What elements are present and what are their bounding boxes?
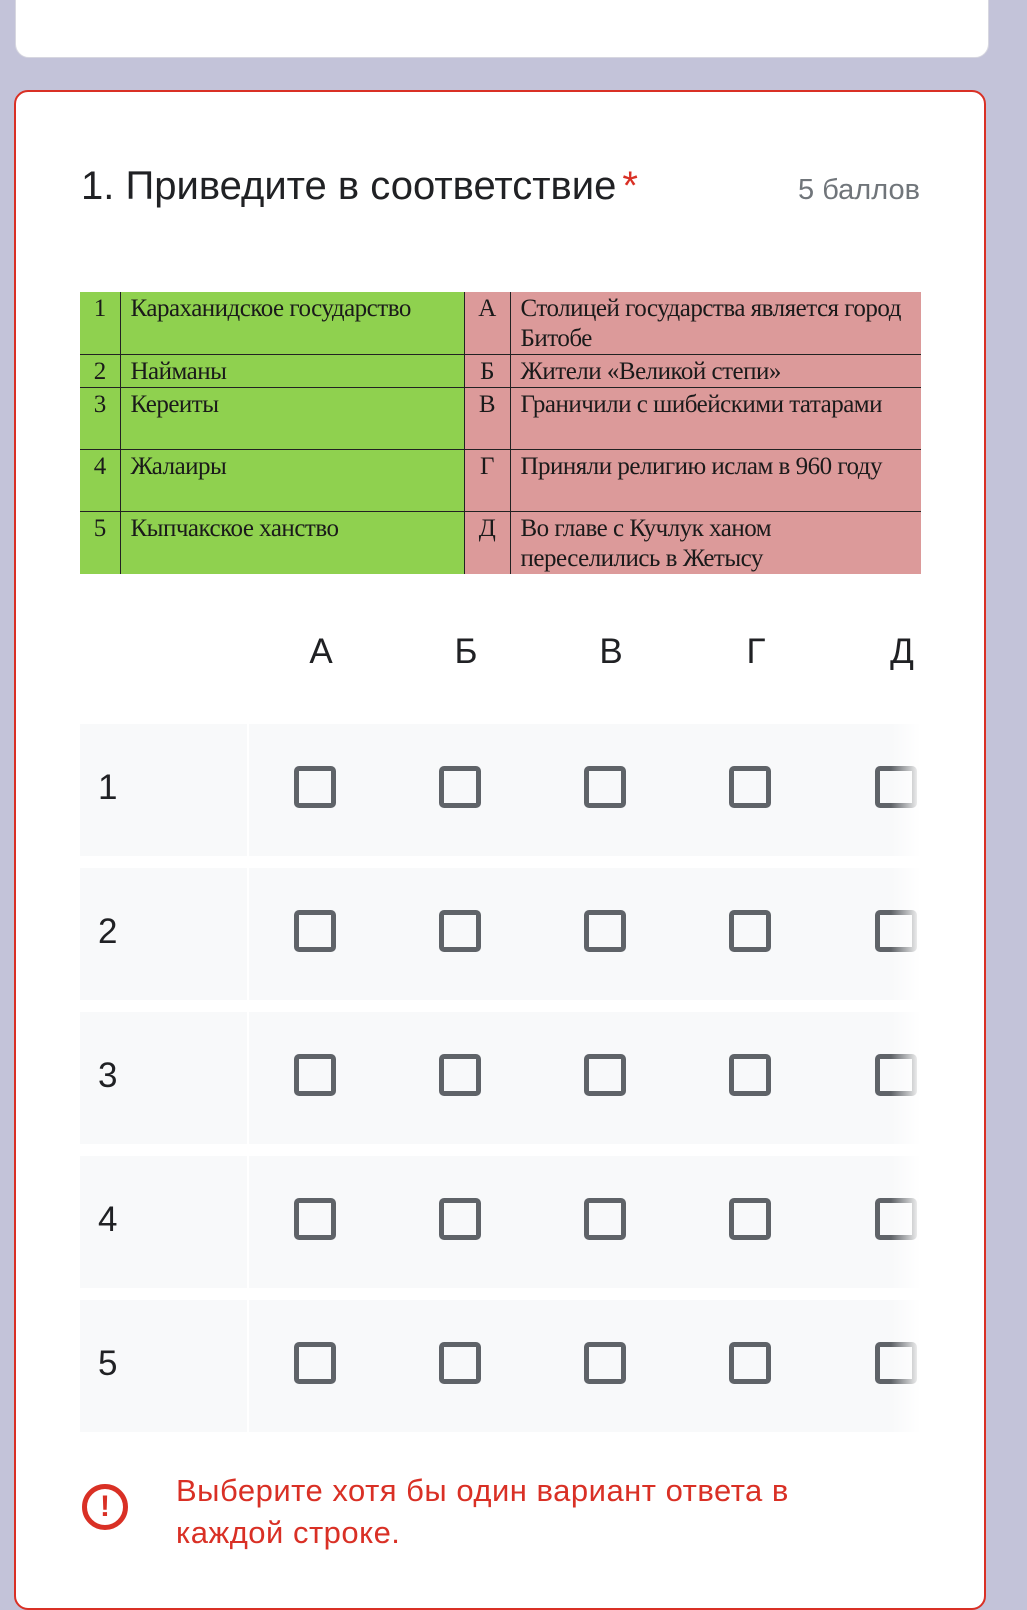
scroll-fade: [891, 1012, 921, 1144]
question-title: [81, 164, 638, 209]
table-cell-number: 2: [80, 355, 120, 388]
checkbox-1-a[interactable]: [294, 766, 336, 808]
checkbox-1-g[interactable]: [729, 766, 771, 808]
row-divider: [247, 724, 249, 856]
row-divider: [247, 1156, 249, 1288]
error-message: Выберите хотя бы один вариант ответа в каждой строке.: [176, 1473, 789, 1550]
grid-row-label: 4: [98, 1200, 118, 1239]
checkbox-5-v[interactable]: [584, 1342, 626, 1384]
exclamation-circle-icon: !: [82, 1484, 128, 1530]
checkbox-2-g[interactable]: [729, 910, 771, 952]
grid-row-4: [80, 1156, 921, 1288]
checkbox-5-g[interactable]: [729, 1342, 771, 1384]
table-cell-right: Жители «Великой степи»: [510, 355, 921, 388]
table-cell-left: Караханидское государство: [120, 292, 464, 355]
scroll-fade: [891, 868, 921, 1000]
table-cell-left: Кыпчакское ханство: [120, 512, 464, 575]
checkbox-5-a[interactable]: [294, 1342, 336, 1384]
grid-row-label: 1: [98, 768, 118, 807]
grid-column-header-d: Д: [890, 632, 914, 671]
checkbox-3-a[interactable]: [294, 1054, 336, 1096]
grid-column-header-a: А: [309, 632, 333, 671]
table-cell-number: 4: [80, 450, 120, 512]
previous-card: [15, 0, 989, 58]
table-cell-right: Во главе с Кучлук ханом переселились в Жетысу: [510, 512, 921, 575]
checkbox-1-b[interactable]: [439, 766, 481, 808]
grid-row-3: [80, 1012, 921, 1144]
grid-column-header-g: Г: [746, 632, 766, 671]
row-divider: [247, 1012, 249, 1144]
table-cell-left: Жалаиры: [120, 450, 464, 512]
table-cell-letter: Б: [464, 355, 510, 388]
table-row: [80, 388, 921, 450]
points-label: 5 баллов: [798, 174, 920, 206]
checkbox-2-b[interactable]: [439, 910, 481, 952]
matching-table-image: [80, 292, 921, 574]
table-cell-right: Граничили с шибейскими татарами: [510, 388, 921, 450]
row-divider: [247, 868, 249, 1000]
checkbox-2-a[interactable]: [294, 910, 336, 952]
table-cell-letter: Г: [464, 450, 510, 512]
table-cell-number: 1: [80, 292, 120, 355]
question-card: [14, 90, 986, 1610]
table-row: [80, 450, 921, 512]
required-asterisk: *: [622, 164, 638, 208]
table-cell-number: 3: [80, 388, 120, 450]
grid-row-5: [80, 1300, 921, 1432]
checkbox-2-v[interactable]: [584, 910, 626, 952]
checkbox-3-v[interactable]: [584, 1054, 626, 1096]
checkbox-4-b[interactable]: [439, 1198, 481, 1240]
grid-row-label: 2: [98, 912, 118, 951]
table-cell-number: 5: [80, 512, 120, 575]
table-row: [80, 292, 921, 355]
checkbox-3-b[interactable]: [439, 1054, 481, 1096]
table-cell-letter: В: [464, 388, 510, 450]
grid-column-header-b: Б: [454, 632, 478, 671]
question-title-text: 1. Приведите в соответствие: [81, 164, 617, 208]
grid-row-1: [80, 724, 921, 856]
table-cell-right: Столицей государства является город Битобе: [510, 292, 921, 355]
checkbox-5-b[interactable]: [439, 1342, 481, 1384]
table-cell-letter: Д: [464, 512, 510, 575]
scroll-fade: [891, 1300, 921, 1432]
table-cell-right: Приняли религию ислам в 960 году: [510, 450, 921, 512]
scroll-fade: [891, 724, 921, 856]
grid-column-header-v: В: [599, 632, 623, 671]
table-row: [80, 355, 921, 388]
checkbox-4-a[interactable]: [294, 1198, 336, 1240]
checkbox-3-g[interactable]: [729, 1054, 771, 1096]
table-cell-left: Кереиты: [120, 388, 464, 450]
grid-row-label: 3: [98, 1056, 118, 1095]
table-row: [80, 512, 921, 575]
row-divider: [247, 1300, 249, 1432]
checkbox-4-g[interactable]: [729, 1198, 771, 1240]
checkbox-4-v[interactable]: [584, 1198, 626, 1240]
table-cell-left: Найманы: [120, 355, 464, 388]
scroll-fade: [891, 1156, 921, 1288]
checkbox-1-v[interactable]: [584, 766, 626, 808]
table-cell-letter: А: [464, 292, 510, 355]
grid-row-2: [80, 868, 921, 1000]
grid-row-label: 5: [98, 1344, 118, 1383]
